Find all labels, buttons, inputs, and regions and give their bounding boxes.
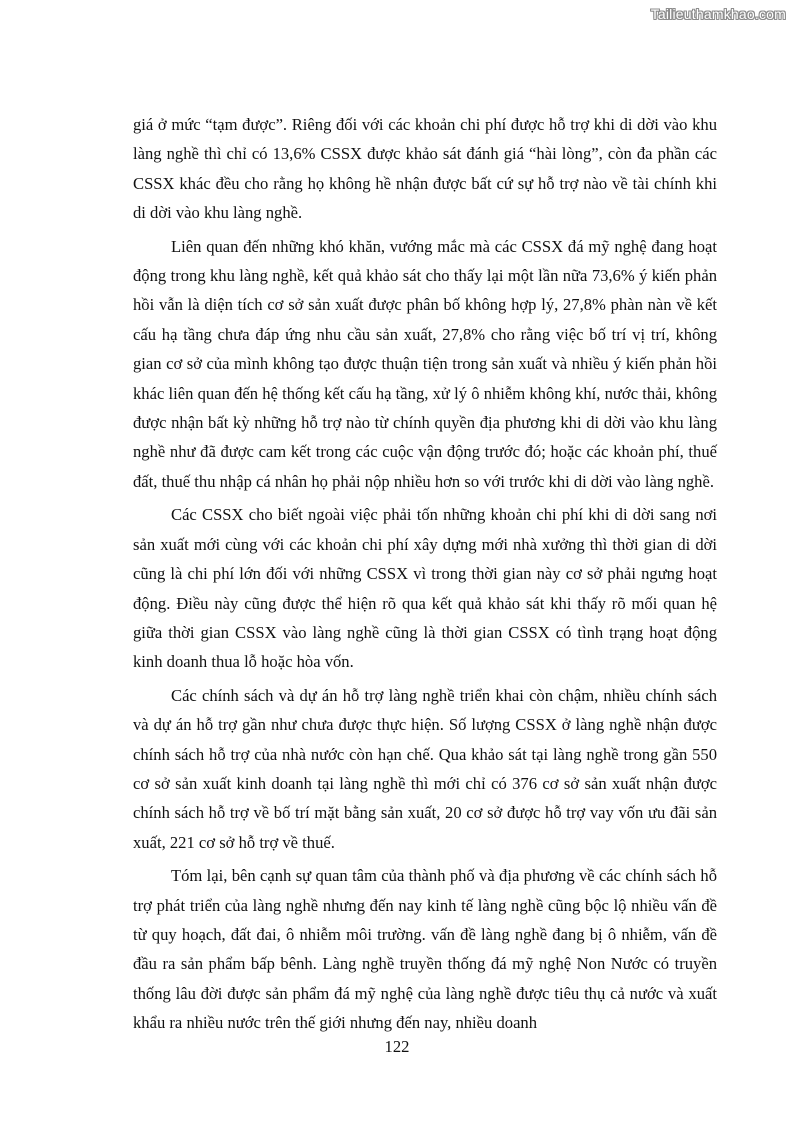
watermark-text: Tailieuthamkhao.com bbox=[650, 6, 786, 22]
document-body bbox=[133, 110, 717, 1042]
paragraph-3: Các CSSX cho biết ngoài việc phải tốn những khoản chi phí khi di dời sang nơi sản xuất mới cùng với các khoản chi phí xây dựng mới nhà xưởng thì thời gian di dời cũng là chi phí lớn đối với những CSSX vì trong thời gian này cơ sở phải ngưng hoạt động. Điều này cũng được thể hiện rõ qua kết quả khảo sát khi thấy rõ mối quan hệ giữa thời gian CSSX vào làng nghề cũng là thời gian CSSX có tình trạng hoạt động kinh doanh thua lỗ hoặc hòa vốn. bbox=[133, 505, 717, 672]
paragraph-4: Các chính sách và dự án hỗ trợ làng nghề triển khai còn chậm, nhiều chính sách và dự án hỗ trợ gần như chưa được thực hiện. Số lượng CSSX ở làng nghề nhận được chính sách hỗ trợ của nhà nước còn hạn chế. Qua khảo sát tại làng nghề trong gần 550 cơ sở sản xuất kinh doanh tại làng nghề thì mới chỉ có 376 cơ sở sản xuất nhận được chính sách hỗ trợ về bố trí mặt bằng sản xuất, 20 cơ sở được hỗ trợ vay vốn ưu đãi sản xuất, 221 cơ sở hỗ trợ về thuế. bbox=[133, 685, 717, 852]
page-number: 122 bbox=[384, 1037, 410, 1056]
paragraph-5: Tóm lại, bên cạnh sự quan tâm của thành phố và địa phương về các chính sách hỗ trợ phát triển của làng nghề nhưng đến nay kinh tế làng nghề cũng bộc lộ nhiều vấn đề từ quy hoạch, đất đai, ô nhiễm môi trường. vấn đề làng nghề đang bị ô nhiễm, vấn đề đầu ra sản phẩm bấp bênh. Làng nghề truyền thống đá mỹ nghệ Non Nước có truyền thống lâu đời được sản phẩm đá mỹ nghệ của làng nghề được tiêu thụ cả nước và xuất khẩu ra nhiều nước trên thế giới nhưng đến nay, nhiều doanh bbox=[133, 866, 717, 1033]
paragraph-1: giá ở mức “tạm được”. Riêng đối với các khoản chi phí được hỗ trợ khi di dời vào khu làng nghề thì chỉ có 13,6% CSSX được khảo sát đánh giá “hài lòng”, còn đa phần các CSSX khác đều cho rằng họ không hề nhận được bất cứ sự hỗ trợ nào về tài chính khi di dời vào khu làng nghề. bbox=[133, 115, 717, 223]
paragraph-2: Liên quan đến những khó khăn, vướng mắc mà các CSSX đá mỹ nghệ đang hoạt động trong khu làng nghề, kết quả khảo sát cho thấy lại một lần nữa 73,6% ý kiến phản hồi vẫn là diện tích cơ sở sản xuất được phân bố không hợp lý, 27,8% phàn nàn về kết cấu hạ tầng chưa đáp ứng nhu cầu sản xuất, 27,8% cho rằng việc bố trí vị trí, không gian cơ sở của mình không tạo được thuận tiện trong sản xuất và nhiều ý kiến phản hồi khác liên quan đến hệ thống kết cấu hạ tầng, xử lý ô nhiễm không khí, nước thải, không được nhận bất kỳ những hỗ trợ nào từ chính quyền địa phương khi di dời vào khu làng nghề như đã được cam kết trong các cuộc vận động trước đó; hoặc các khoản phí, thuế đất, thuế thu nhập cá nhân họ phải nộp nhiều hơn so với trước khi di dời vào làng nghề. bbox=[133, 236, 717, 491]
